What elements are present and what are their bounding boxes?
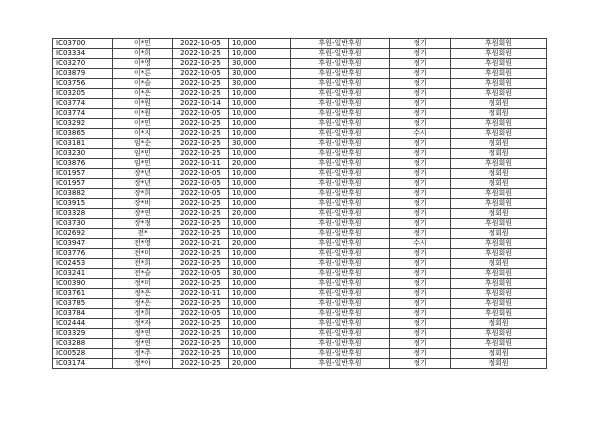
- table-row: [53, 259, 547, 269]
- amount-cell: 20,000: [229, 159, 291, 169]
- donation-date-cell: 2022-10-05: [173, 69, 229, 79]
- amount-cell: 10,000: [229, 299, 291, 309]
- donor-name-cell: 이*민: [113, 119, 173, 129]
- member-grade-cell: 정회원: [451, 259, 547, 269]
- payment-cycle-cell: 정기: [390, 249, 451, 259]
- donor-name-cell: 정*은: [113, 299, 173, 309]
- donor-name-cell: 전*영: [113, 239, 173, 249]
- donation-type-cell: 후원-일반후원: [291, 299, 390, 309]
- donor-id-cell: IC03328: [53, 209, 113, 219]
- payment-cycle-cell: 정기: [390, 169, 451, 179]
- payment-cycle-cell: 정기: [390, 269, 451, 279]
- donor-name-cell: 정*은: [113, 289, 173, 299]
- donor-name-cell: 장*정: [113, 219, 173, 229]
- member-grade-cell: 후원회원: [451, 299, 547, 309]
- member-grade-cell: 정회원: [451, 319, 547, 329]
- member-grade-cell: 정회원: [451, 209, 547, 219]
- table-row: [53, 169, 547, 179]
- amount-cell: 30,000: [229, 69, 291, 79]
- amount-cell: 10,000: [229, 99, 291, 109]
- member-grade-cell: 후원회원: [451, 239, 547, 249]
- donation-date-cell: 2022-10-25: [173, 329, 229, 339]
- donation-date-cell: 2022-10-14: [173, 99, 229, 109]
- donor-name-cell: 장*희: [113, 189, 173, 199]
- payment-cycle-cell: 정기: [390, 149, 451, 159]
- table-row: [53, 339, 547, 349]
- donor-name-cell: 이*원: [113, 109, 173, 119]
- payment-cycle-cell: 정기: [390, 259, 451, 269]
- donor-id-cell: IC03292: [53, 119, 113, 129]
- member-grade-cell: 후원회원: [451, 89, 547, 99]
- member-grade-cell: 후원회원: [451, 159, 547, 169]
- member-grade-cell: 후원회원: [451, 59, 547, 69]
- donor-id-cell: IC03329: [53, 329, 113, 339]
- table-row: [53, 219, 547, 229]
- table-row: [53, 89, 547, 99]
- donation-date-cell: 2022-10-05: [173, 189, 229, 199]
- donor-id-cell: IC02692: [53, 229, 113, 239]
- amount-cell: 10,000: [229, 129, 291, 139]
- donation-type-cell: 후원-일반후원: [291, 99, 390, 109]
- donation-date-cell: 2022-10-05: [173, 169, 229, 179]
- donation-type-cell: 후원-일반후원: [291, 149, 390, 159]
- table-row: [53, 229, 547, 239]
- member-grade-cell: 후원회원: [451, 309, 547, 319]
- donation-type-cell: 후원-일반후원: [291, 39, 390, 49]
- payment-cycle-cell: 정기: [390, 99, 451, 109]
- donor-id-cell: IC03784: [53, 309, 113, 319]
- amount-cell: 10,000: [229, 249, 291, 259]
- donation-date-cell: 2022-10-25: [173, 139, 229, 149]
- table-row: [53, 209, 547, 219]
- donation-date-cell: 2022-10-25: [173, 299, 229, 309]
- donation-type-cell: 후원-일반후원: [291, 309, 390, 319]
- payment-cycle-cell: 정기: [390, 319, 451, 329]
- payment-cycle-cell: 정기: [390, 309, 451, 319]
- payment-cycle-cell: 정기: [390, 89, 451, 99]
- donor-id-cell: IC03915: [53, 199, 113, 209]
- donor-id-cell: IC03205: [53, 89, 113, 99]
- donor-name-cell: 이*른: [113, 69, 173, 79]
- table-row: [53, 99, 547, 109]
- donor-id-cell: IC03334: [53, 49, 113, 59]
- donation-type-cell: 후원-일반후원: [291, 229, 390, 239]
- donor-id-cell: IC03882: [53, 189, 113, 199]
- donation-date-cell: 2022-10-25: [173, 129, 229, 139]
- donation-type-cell: 후원-일반후원: [291, 199, 390, 209]
- table-row: [53, 39, 547, 49]
- donation-date-cell: 2022-10-25: [173, 209, 229, 219]
- payment-cycle-cell: 정기: [390, 299, 451, 309]
- donation-type-cell: 후원-일반후원: [291, 319, 390, 329]
- amount-cell: 10,000: [229, 89, 291, 99]
- donation-type-cell: 후원-일반후원: [291, 59, 390, 69]
- donor-name-cell: 이*지: [113, 129, 173, 139]
- donor-id-cell: IC03756: [53, 79, 113, 89]
- table-row: [53, 149, 547, 159]
- member-grade-cell: 정회원: [451, 169, 547, 179]
- donor-id-cell: IC03288: [53, 339, 113, 349]
- donation-type-cell: 후원-일반후원: [291, 119, 390, 129]
- payment-cycle-cell: 정기: [390, 49, 451, 59]
- donor-name-cell: 전*희: [113, 259, 173, 269]
- donation-date-cell: 2022-10-21: [173, 239, 229, 249]
- table-row: [53, 349, 547, 359]
- member-grade-cell: 정회원: [451, 109, 547, 119]
- donation-date-cell: 2022-10-25: [173, 349, 229, 359]
- table-row: [53, 129, 547, 139]
- table-row: [53, 189, 547, 199]
- member-grade-cell: 후원회원: [451, 279, 547, 289]
- amount-cell: 10,000: [229, 199, 291, 209]
- table-row: [53, 249, 547, 259]
- table-row: [53, 289, 547, 299]
- donor-name-cell: 이*민: [113, 39, 173, 49]
- payment-cycle-cell: 정기: [390, 159, 451, 169]
- member-grade-cell: 정회원: [451, 99, 547, 109]
- donation-date-cell: 2022-10-25: [173, 119, 229, 129]
- payment-cycle-cell: 정기: [390, 59, 451, 69]
- member-grade-cell: 정회원: [451, 149, 547, 159]
- donor-name-cell: 임*민: [113, 149, 173, 159]
- donation-date-cell: 2022-10-05: [173, 39, 229, 49]
- table-row: [53, 179, 547, 189]
- donor-name-cell: 장*년: [113, 169, 173, 179]
- donation-date-cell: 2022-10-25: [173, 199, 229, 209]
- donor-id-cell: IC01957: [53, 169, 113, 179]
- donation-type-cell: 후원-일반후원: [291, 259, 390, 269]
- table-row: [53, 329, 547, 339]
- table-row: [53, 269, 547, 279]
- payment-cycle-cell: 정기: [390, 69, 451, 79]
- donation-type-cell: 후원-일반후원: [291, 129, 390, 139]
- amount-cell: 10,000: [229, 219, 291, 229]
- donation-type-cell: 후원-일반후원: [291, 289, 390, 299]
- amount-cell: 20,000: [229, 209, 291, 219]
- donor-name-cell: 장*년: [113, 179, 173, 189]
- donor-id-cell: IC00528: [53, 349, 113, 359]
- donation-type-cell: 후원-일반후원: [291, 209, 390, 219]
- donation-type-cell: 후원-일반후원: [291, 359, 390, 369]
- member-grade-cell: 후원회원: [451, 49, 547, 59]
- member-grade-cell: 후원회원: [451, 339, 547, 349]
- member-grade-cell: 정회원: [451, 229, 547, 239]
- donor-id-cell: IC03241: [53, 269, 113, 279]
- donor-name-cell: 전*슬: [113, 269, 173, 279]
- member-grade-cell: 후원회원: [451, 129, 547, 139]
- donor-name-cell: 이*영: [113, 59, 173, 69]
- donation-type-cell: 후원-일반후원: [291, 139, 390, 149]
- table-row: [53, 69, 547, 79]
- donation-date-cell: 2022-10-25: [173, 259, 229, 269]
- member-grade-cell: 후원회원: [451, 269, 547, 279]
- payment-cycle-cell: 정기: [390, 109, 451, 119]
- donation-type-cell: 후원-일반후원: [291, 169, 390, 179]
- amount-cell: 10,000: [229, 319, 291, 329]
- donation-type-cell: 후원-일반후원: [291, 339, 390, 349]
- table-row: [53, 299, 547, 309]
- amount-cell: 20,000: [229, 239, 291, 249]
- donor-name-cell: 이*원: [113, 99, 173, 109]
- member-grade-cell: 정회원: [451, 359, 547, 369]
- amount-cell: 10,000: [229, 329, 291, 339]
- payment-cycle-cell: 정기: [390, 209, 451, 219]
- donor-id-cell: IC03785: [53, 299, 113, 309]
- donor-name-cell: 전*: [113, 229, 173, 239]
- donation-date-cell: 2022-10-05: [173, 179, 229, 189]
- donation-date-cell: 2022-10-25: [173, 79, 229, 89]
- payment-cycle-cell: 정기: [390, 279, 451, 289]
- payment-cycle-cell: 정기: [390, 329, 451, 339]
- donation-table-body: [53, 39, 547, 369]
- amount-cell: 10,000: [229, 309, 291, 319]
- table-row: [53, 79, 547, 89]
- amount-cell: 10,000: [229, 119, 291, 129]
- donation-type-cell: 후원-일반후원: [291, 179, 390, 189]
- amount-cell: 10,000: [229, 39, 291, 49]
- donor-name-cell: 이*슬: [113, 79, 173, 89]
- donation-date-cell: 2022-10-05: [173, 309, 229, 319]
- donor-name-cell: 전*미: [113, 249, 173, 259]
- donor-id-cell: IC03181: [53, 139, 113, 149]
- donation-type-cell: 후원-일반후원: [291, 279, 390, 289]
- member-grade-cell: 후원회원: [451, 219, 547, 229]
- donor-name-cell: 정*연: [113, 329, 173, 339]
- donation-type-cell: 후원-일반후원: [291, 109, 390, 119]
- member-grade-cell: 후원회원: [451, 69, 547, 79]
- table-row: [53, 139, 547, 149]
- donation-date-cell: 2022-10-11: [173, 159, 229, 169]
- amount-cell: 10,000: [229, 149, 291, 159]
- amount-cell: 30,000: [229, 79, 291, 89]
- donation-date-cell: 2022-10-05: [173, 109, 229, 119]
- member-grade-cell: 후원회원: [451, 189, 547, 199]
- donor-id-cell: IC03774: [53, 99, 113, 109]
- payment-cycle-cell: 정기: [390, 339, 451, 349]
- donor-id-cell: IC03947: [53, 239, 113, 249]
- donation-table: [52, 38, 547, 369]
- amount-cell: 10,000: [229, 279, 291, 289]
- donation-date-cell: 2022-10-25: [173, 339, 229, 349]
- donor-name-cell: 이*은: [113, 89, 173, 99]
- donor-name-cell: 정*희: [113, 309, 173, 319]
- payment-cycle-cell: 수시: [390, 239, 451, 249]
- donation-type-cell: 후원-일반후원: [291, 329, 390, 339]
- donor-name-cell: 장*연: [113, 209, 173, 219]
- amount-cell: 10,000: [229, 189, 291, 199]
- amount-cell: 10,000: [229, 349, 291, 359]
- donor-id-cell: IC00390: [53, 279, 113, 289]
- member-grade-cell: 후원회원: [451, 249, 547, 259]
- payment-cycle-cell: 정기: [390, 189, 451, 199]
- amount-cell: 10,000: [229, 289, 291, 299]
- donation-date-cell: 2022-10-25: [173, 149, 229, 159]
- amount-cell: 10,000: [229, 49, 291, 59]
- payment-cycle-cell: 정기: [390, 219, 451, 229]
- donor-id-cell: IC03270: [53, 59, 113, 69]
- table-row: [53, 159, 547, 169]
- donor-id-cell: IC02444: [53, 319, 113, 329]
- donor-name-cell: 정*아: [113, 359, 173, 369]
- donor-id-cell: IC03230: [53, 149, 113, 159]
- donor-name-cell: 정*주: [113, 349, 173, 359]
- donation-date-cell: 2022-10-25: [173, 279, 229, 289]
- table-row: [53, 119, 547, 129]
- member-grade-cell: 후원회원: [451, 199, 547, 209]
- payment-cycle-cell: 정기: [390, 119, 451, 129]
- donation-date-cell: 2022-10-25: [173, 49, 229, 59]
- table-row: [53, 359, 547, 369]
- payment-cycle-cell: 정기: [390, 229, 451, 239]
- donation-date-cell: 2022-10-25: [173, 359, 229, 369]
- member-grade-cell: 후원회원: [451, 289, 547, 299]
- payment-cycle-cell: 정기: [390, 179, 451, 189]
- table-row: [53, 279, 547, 289]
- member-grade-cell: 후원회원: [451, 79, 547, 89]
- donation-date-cell: 2022-10-25: [173, 249, 229, 259]
- donation-date-cell: 2022-10-25: [173, 59, 229, 69]
- amount-cell: 10,000: [229, 259, 291, 269]
- donation-date-cell: 2022-10-25: [173, 319, 229, 329]
- donor-id-cell: IC03774: [53, 109, 113, 119]
- donation-type-cell: 후원-일반후원: [291, 249, 390, 259]
- member-grade-cell: 후원회원: [451, 329, 547, 339]
- amount-cell: 10,000: [229, 229, 291, 239]
- donation-type-cell: 후원-일반후원: [291, 219, 390, 229]
- donor-id-cell: IC03876: [53, 159, 113, 169]
- donation-type-cell: 후원-일반후원: [291, 239, 390, 249]
- donation-date-cell: 2022-10-25: [173, 229, 229, 239]
- donor-id-cell: IC03879: [53, 69, 113, 79]
- amount-cell: 10,000: [229, 109, 291, 119]
- donation-type-cell: 후원-일반후원: [291, 89, 390, 99]
- donor-name-cell: 정*자: [113, 319, 173, 329]
- amount-cell: 30,000: [229, 59, 291, 69]
- payment-cycle-cell: 정기: [390, 199, 451, 209]
- donor-name-cell: 장*비: [113, 199, 173, 209]
- amount-cell: 10,000: [229, 339, 291, 349]
- member-grade-cell: 정회원: [451, 349, 547, 359]
- table-row: [53, 109, 547, 119]
- donation-type-cell: 후원-일반후원: [291, 69, 390, 79]
- member-grade-cell: 후원회원: [451, 119, 547, 129]
- donor-name-cell: 정*미: [113, 279, 173, 289]
- payment-cycle-cell: 정기: [390, 349, 451, 359]
- payment-cycle-cell: 수시: [390, 129, 451, 139]
- donation-date-cell: 2022-10-05: [173, 269, 229, 279]
- amount-cell: 30,000: [229, 139, 291, 149]
- payment-cycle-cell: 정기: [390, 359, 451, 369]
- donor-name-cell: 정*연: [113, 339, 173, 349]
- donor-id-cell: IC03730: [53, 219, 113, 229]
- donor-id-cell: IC03174: [53, 359, 113, 369]
- payment-cycle-cell: 정기: [390, 39, 451, 49]
- donor-id-cell: IC01957: [53, 179, 113, 189]
- donor-name-cell: 임*순: [113, 139, 173, 149]
- table-row: [53, 49, 547, 59]
- donation-date-cell: 2022-10-11: [173, 289, 229, 299]
- payment-cycle-cell: 정기: [390, 289, 451, 299]
- donor-id-cell: IC03865: [53, 129, 113, 139]
- amount-cell: 10,000: [229, 179, 291, 189]
- table-row: [53, 59, 547, 69]
- amount-cell: 20,000: [229, 359, 291, 369]
- table-row: [53, 239, 547, 249]
- donor-id-cell: IC03700: [53, 39, 113, 49]
- table-row: [53, 199, 547, 209]
- member-grade-cell: 후원회원: [451, 39, 547, 49]
- member-grade-cell: 정회원: [451, 139, 547, 149]
- donor-name-cell: 이*희: [113, 49, 173, 59]
- amount-cell: 10,000: [229, 169, 291, 179]
- donor-name-cell: 임*민: [113, 159, 173, 169]
- donation-type-cell: 후원-일반후원: [291, 189, 390, 199]
- donation-type-cell: 후원-일반후원: [291, 79, 390, 89]
- donation-date-cell: 2022-10-25: [173, 89, 229, 99]
- payment-cycle-cell: 정기: [390, 79, 451, 89]
- donor-id-cell: IC03761: [53, 289, 113, 299]
- donation-date-cell: 2022-10-25: [173, 219, 229, 229]
- member-grade-cell: 정회원: [451, 179, 547, 189]
- donation-type-cell: 후원-일반후원: [291, 159, 390, 169]
- donation-type-cell: 후원-일반후원: [291, 49, 390, 59]
- donation-type-cell: 후원-일반후원: [291, 269, 390, 279]
- donor-id-cell: IC03776: [53, 249, 113, 259]
- table-row: [53, 319, 547, 329]
- table-row: [53, 309, 547, 319]
- amount-cell: 30,000: [229, 269, 291, 279]
- payment-cycle-cell: 정기: [390, 139, 451, 149]
- donation-type-cell: 후원-일반후원: [291, 349, 390, 359]
- donor-id-cell: IC02453: [53, 259, 113, 269]
